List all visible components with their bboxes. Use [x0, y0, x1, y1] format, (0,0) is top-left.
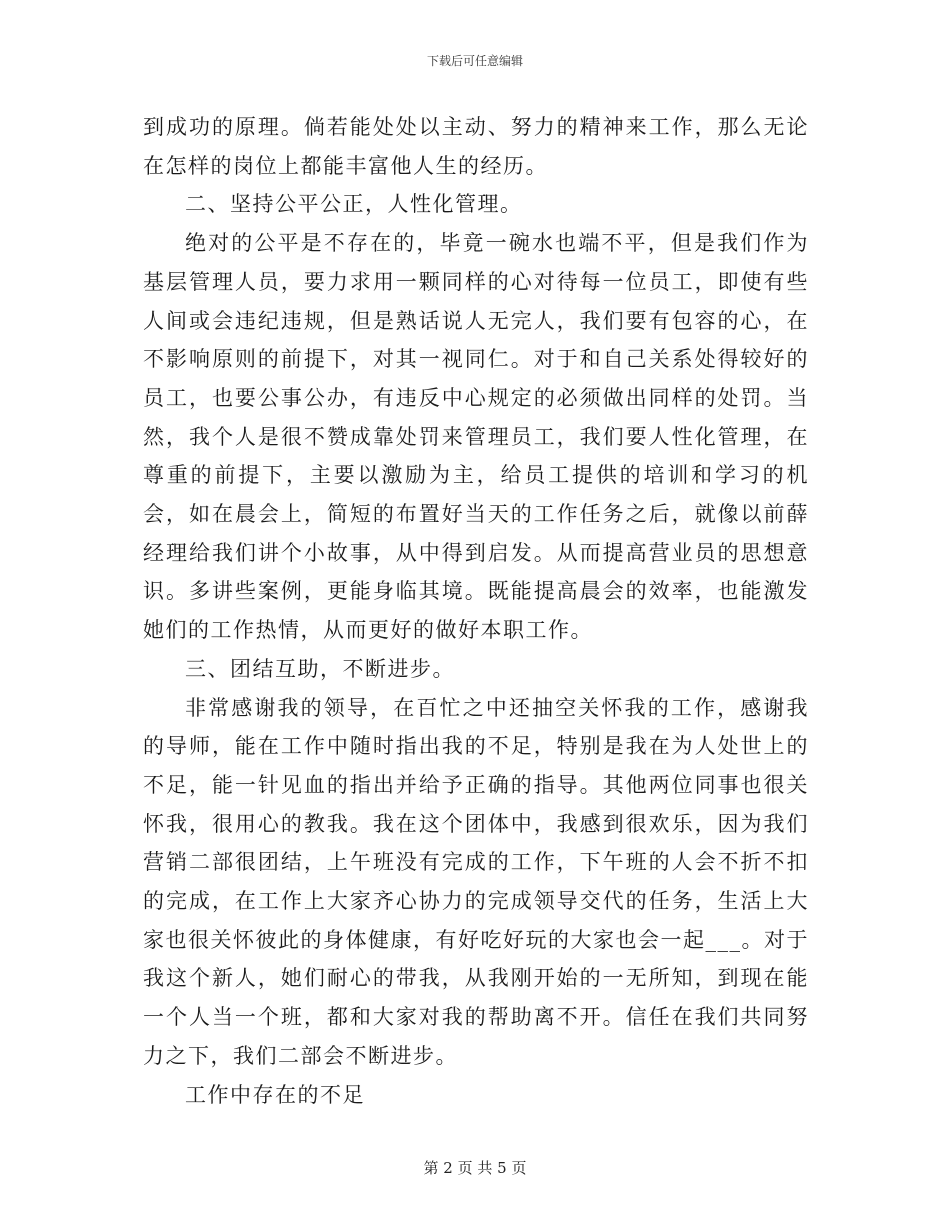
paragraph-teamwork: 非常感谢我的领导，在百忙之中还抽空关怀我的工作，感谢我的导师，能在工作中随时指出我的不足，特别是我在为人处世上的不足，能一针见血的指出并给予正确的指导。其他两位同事也很关怀我，很用心的教我。我在这个团体中，我感到很欢乐，因为我们营销二部很团结，上午班没有完成的工作，下午班的人会不折不扣的完成，在工作上大家齐心协力的完成领导交代的任务，生活上大家也很关怀彼此的身体健康，有好吃好玩的大家也会一起___。对于我这个新人，她们耐心的带我，从我刚开始的一无所知，到现在能一个人当一个班，都和大家对我的帮助离不开。信任在我们共同努力之下，我们二部会不断进步。	[143, 695, 809, 1068]
page-header-note: 下载后可任意编辑	[426, 54, 523, 68]
paragraph-continuation: 到成功的原理。倘若能处处以主动、努力的精神来工作，那么无论在怎样的岗位上都能丰富他人生的经历。	[143, 115, 809, 178]
section-heading-2: 二、坚持公平公正，人性化管理。	[185, 192, 523, 217]
document-body	[143, 108, 809, 1114]
page-number: 第 2 页 共 5 页	[423, 1159, 527, 1177]
paragraph-fairness: 绝对的公平是不存在的，毕竟一碗水也端不平，但是我们作为基层管理人员，要力求用一颗同样的心对待每一位员工，即使有些人间或会违纪违规，但是熟话说人无完人，我们要有包容的心，在不影响原则的前提下，对其一视同仁。对于和自己关系处得较好的员工，也要公事公办，有违反中心规定的必须做出同样的处罚。当然，我个人是很不赞成靠处罚来管理员工，我们要人性化管理，在尊重的前提下，主要以激励为主，给员工提供的培训和学习的机会，如在晨会上，简短的布置好当天的工作任务之后，就像以前薛经理给我们讲个小故事，从中得到启发。从而提高营业员的思想意识。多讲些案例，更能身临其境。既能提高晨会的效率，也能激发她们的工作热情，从而更好的做好本职工作。	[143, 231, 809, 643]
section-heading-3: 三、团结互助，不断进步。	[185, 656, 455, 681]
section-heading-shortcomings: 工作中存在的不足	[185, 1082, 365, 1107]
